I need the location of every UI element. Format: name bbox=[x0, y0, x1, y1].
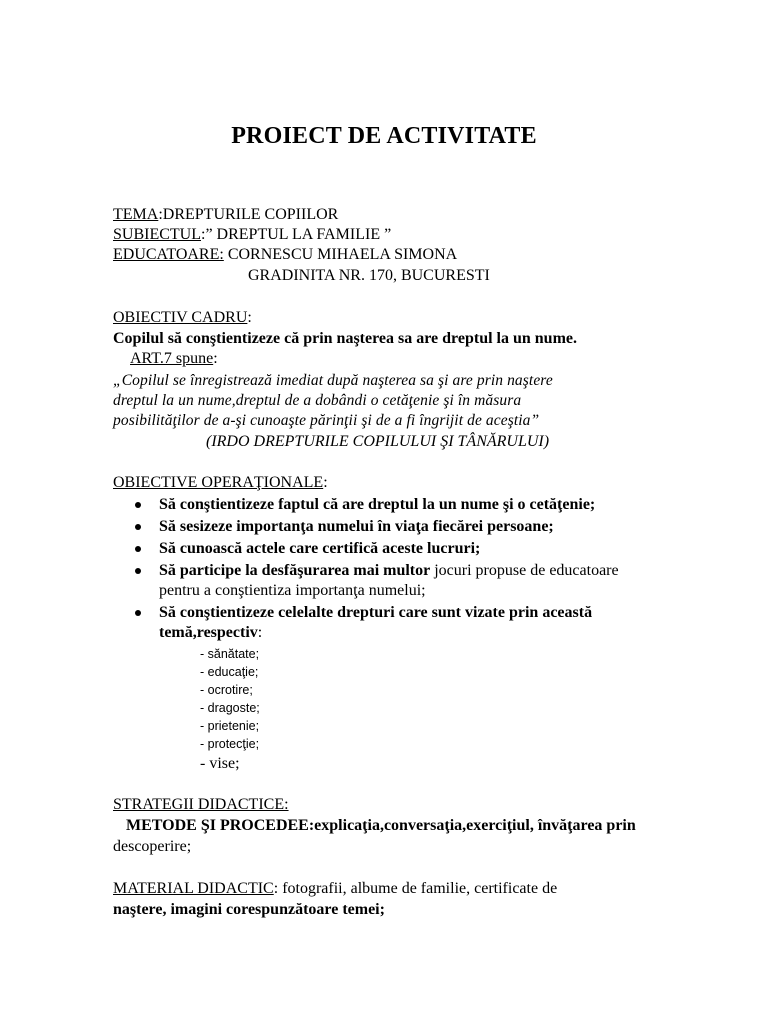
quote-line-2: dreptul la un nume,dreptul de a dobândi o cetăţenie şi în măsura bbox=[113, 392, 522, 409]
tema-label: TEMA bbox=[113, 206, 159, 223]
obiectiv-cadru-colon: : bbox=[247, 309, 252, 326]
list-item-text: Să conştientizeze celelalte drepturi care sunt vizate prin această bbox=[159, 604, 593, 621]
educatoare-value: CORNESCU MIHAELA SIMONA bbox=[223, 246, 458, 263]
sub-list-item: - educaţie; bbox=[200, 665, 259, 679]
quote-line-1: „Copilul se înregistrează imediat după naşterea sa şi are prin naştere bbox=[113, 372, 553, 389]
art7-colon: : bbox=[213, 350, 218, 367]
educatoare-label: EDUCATOARE: bbox=[113, 246, 224, 263]
art7-line bbox=[130, 349, 218, 369]
subiectul-line bbox=[113, 225, 391, 245]
page-title: PROIECT DE ACTIVITATE bbox=[231, 123, 537, 149]
list-item-text: Să conştientizeze faptul că are dreptul la un nume şi o cetăţenie; bbox=[159, 496, 596, 513]
material-text-line2: naştere, imagini corespunzătoare temei; bbox=[113, 901, 385, 918]
list-item bbox=[113, 495, 673, 515]
bullet-icon bbox=[135, 568, 141, 574]
sub-list-item: - dragoste; bbox=[200, 701, 260, 715]
material-line bbox=[113, 879, 557, 899]
bullet-icon bbox=[135, 546, 141, 552]
obiectiv-cadru-heading bbox=[113, 308, 252, 328]
art7-label: ART.7 spune bbox=[130, 350, 214, 367]
list-item-text-normal: jocuri propuse de educatoare bbox=[430, 562, 619, 579]
quote-line-3: posibilităţilor de a-şi cunoaşte părinţii şi de a fi îngrijit de aceştia” bbox=[113, 412, 540, 429]
bullet-icon bbox=[135, 610, 141, 616]
sub-list-item: - vise; bbox=[200, 755, 240, 772]
educatoare-line bbox=[113, 245, 457, 265]
material-text: fotografii, albume de familie, certificate de bbox=[278, 880, 558, 897]
sub-list-item: - protecţie; bbox=[200, 737, 260, 751]
gradinita-line: GRADINITA NR. 170, BUCURESTI bbox=[248, 267, 490, 284]
metode-text: METODE ŞI PROCEDEE:explicaţia,conversaţia,exerciţiul, învăţarea prin bbox=[126, 817, 636, 834]
material-label: MATERIAL DIDACTIC bbox=[113, 880, 274, 897]
obiective-bullet-list bbox=[113, 495, 673, 645]
sub-list-item: - prietenie; bbox=[200, 719, 260, 733]
quote-source: (IRDO DREPTURILE COPILULUI ŞI TÂNĂRULUI) bbox=[206, 433, 550, 450]
tema-line bbox=[113, 205, 338, 225]
list-item-text: Să cunoască actele care certifică aceste lucruri; bbox=[159, 540, 481, 557]
list-item bbox=[113, 539, 673, 559]
obiectiv-cadru-label: OBIECTIV CADRU bbox=[113, 309, 248, 326]
obiective-operationale-colon: : bbox=[323, 474, 328, 491]
list-item bbox=[113, 517, 673, 537]
drepturi-sub-list bbox=[200, 645, 260, 775]
list-item-text-line2: : bbox=[257, 624, 263, 641]
list-item bbox=[113, 603, 673, 643]
strategii-heading: STRATEGII DIDACTICE: bbox=[113, 796, 289, 813]
list-item bbox=[113, 561, 673, 601]
obiective-operationale-heading bbox=[113, 473, 328, 493]
obiectiv-cadru-text: Copilul să conştientizeze că prin naşterea sa are dreptul la un nume. bbox=[113, 330, 577, 347]
list-item-text: Să sesizeze importanţa numelui în viaţa fiecărei persoane; bbox=[159, 518, 554, 535]
sub-list-item: - sănătate; bbox=[200, 647, 260, 661]
list-item-text-line2: pentru a conştientiza importanţa numelui; bbox=[159, 582, 426, 599]
obiective-operationale-label: OBIECTIVE OPERAŢIONALE bbox=[113, 474, 324, 491]
sub-list-item: - ocrotire; bbox=[200, 683, 253, 697]
metode-text-line2: descoperire; bbox=[113, 838, 192, 855]
subiectul-label: SUBIECTUL bbox=[113, 226, 201, 243]
tema-value: :DREPTURILE COPIILOR bbox=[158, 206, 339, 223]
subiectul-value: :” DREPTUL LA FAMILIE ” bbox=[201, 226, 392, 243]
bullet-icon bbox=[135, 524, 141, 530]
bullet-icon bbox=[135, 502, 141, 508]
material-colon: : bbox=[273, 880, 279, 897]
list-item-text-line2-bold: temă,respectiv bbox=[159, 624, 258, 641]
list-item-text-bold: Să participe la desfăşurarea mai multor bbox=[159, 562, 431, 579]
